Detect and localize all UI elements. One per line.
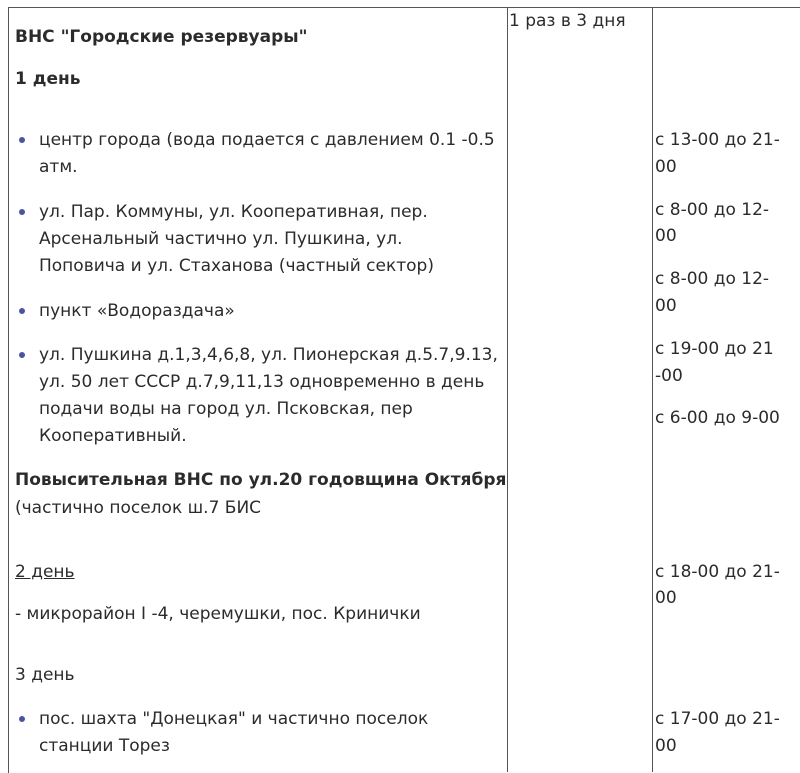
section-subtitle-booster: (частично поселок ш.7 БИС <box>15 498 262 518</box>
day-2-heading: 2 день <box>15 562 75 582</box>
time-4-line1: с 19-00 до 21 <box>655 339 774 359</box>
bullet-icon <box>19 352 25 358</box>
time-day3-line1: с 17-00 до 21- <box>655 709 780 729</box>
time-4-line2: -00 <box>655 366 683 386</box>
time-3-line1: с 8-00 до 12- <box>655 269 770 289</box>
time-2-line2: 00 <box>655 226 677 246</box>
frequency-text: 1 раз в 3 дня <box>509 11 626 31</box>
item-city-center-line1: центр города (вода подается с давлением 0.1 -0.5 <box>39 130 495 150</box>
column-divider-2 <box>652 7 653 772</box>
bullet-icon <box>19 716 25 722</box>
time-2-line1: с 8-00 до 12- <box>655 200 770 220</box>
time-day3-line2: 00 <box>655 736 677 756</box>
item-donetsk-line2: станции Торез <box>39 736 170 756</box>
day-1-heading: 1 день <box>15 69 81 89</box>
time-3-line2: 00 <box>655 296 677 316</box>
time-5-line1: с 6-00 до 9-00 <box>655 408 780 428</box>
section-title-booster-station: Повысительная ВНС по ул.20 годовщина Октября <box>15 470 507 490</box>
item-streets-line3: Поповича и ул. Стаханова (частный сектор) <box>39 256 434 276</box>
item-pushkina-line1: ул. Пушкина д.1,3,4,6,8, ул. Пионерская д.5.7,9.13, <box>39 345 498 365</box>
bullet-icon <box>19 209 25 215</box>
item-pushkina-line4: Кооперативный. <box>39 426 187 446</box>
item-water-point: пункт «Водораздача» <box>39 301 235 321</box>
time-day2-line1: с 18-00 до 21- <box>655 562 780 582</box>
section-title-city-reservoirs: ВНС "Городские резервуары" <box>15 27 308 47</box>
time-1-line2: 00 <box>655 157 677 177</box>
item-streets-line1: ул. Пар. Коммуны, ул. Кооперативная, пер. <box>39 202 428 222</box>
bullet-icon <box>19 137 25 143</box>
time-1-line1: с 13-00 до 21- <box>655 130 780 150</box>
item-city-center-line2: атм. <box>39 157 78 177</box>
time-day2-line2: 00 <box>655 588 677 608</box>
bullet-icon <box>19 308 25 314</box>
item-pushkina-line2: ул. 50 лет СССР д.7,9,11,13 одновременно в день <box>39 372 485 392</box>
column-divider-1 <box>507 7 508 772</box>
item-streets-line2: Арсенальный частично ул. Пушкина, ул. <box>39 229 403 249</box>
day-3-heading: 3 день <box>15 665 75 685</box>
item-donetsk-line1: пос. шахта "Донецкая" и частично поселок <box>39 709 429 729</box>
item-microdistrict: - микрорайон I -4, черемушки, пос. Кринички <box>15 604 421 624</box>
item-pushkina-line3: подачи воды на город ул. Псковская, пер <box>39 399 413 419</box>
